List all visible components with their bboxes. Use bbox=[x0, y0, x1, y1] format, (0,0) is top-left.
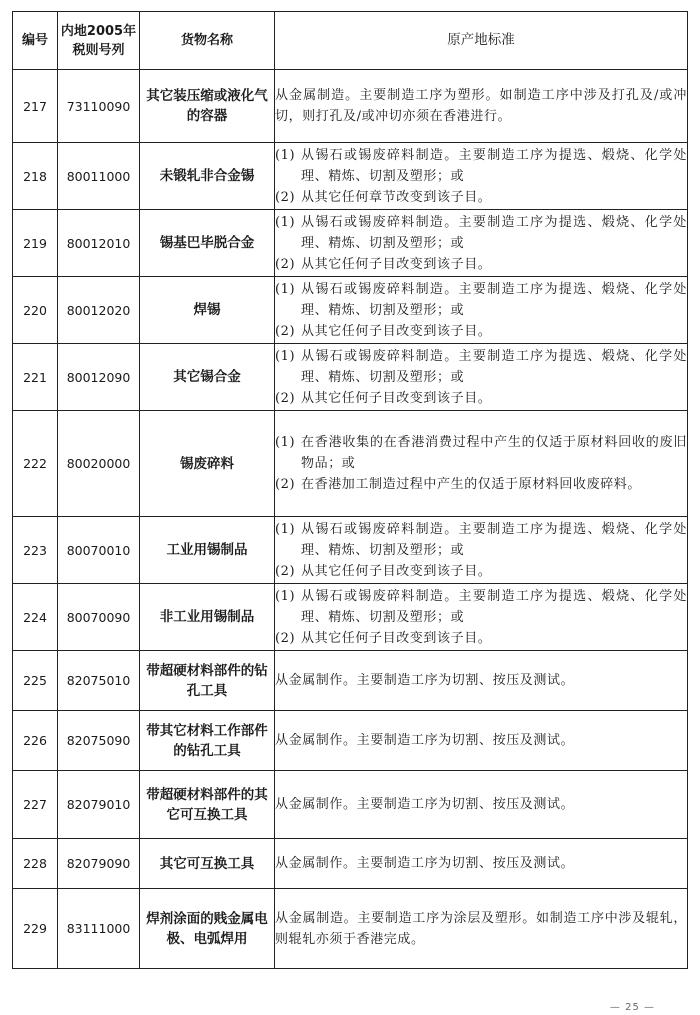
clause-marker: (2) bbox=[275, 189, 296, 205]
table-row bbox=[13, 411, 688, 517]
row-number: 221 bbox=[13, 344, 58, 411]
table-row bbox=[13, 651, 688, 711]
standard-clause bbox=[275, 187, 687, 208]
table-row bbox=[13, 143, 688, 210]
header-tariff-code bbox=[58, 12, 140, 70]
clause-text: 从锡石或锡废碎料制造。主要制造工序为提选、煅烧、化学处理、精炼、切割及塑形；或 bbox=[301, 521, 687, 558]
page-number: — 25 — bbox=[609, 1002, 655, 1013]
row-goods-name: 锡废碎料 bbox=[140, 411, 275, 517]
standard-clause bbox=[275, 561, 687, 582]
row-tariff-code: 82075010 bbox=[58, 651, 140, 711]
row-number: 219 bbox=[13, 210, 58, 277]
row-origin-standard bbox=[275, 771, 688, 839]
clause-text: 从锡石或锡废碎料制造。主要制造工序为提选、煅烧、化学处理、精炼、切割及塑形；或 bbox=[301, 348, 687, 385]
row-goods-name: 锡基巴毕脱合金 bbox=[140, 210, 275, 277]
clause-text: 从其它任何章节改变到该子目。 bbox=[301, 189, 492, 205]
header-origin-standard: 原产地标准 bbox=[275, 12, 688, 70]
row-goods-name: 其它锡合金 bbox=[140, 344, 275, 411]
table-row bbox=[13, 771, 688, 839]
header-number: 编号 bbox=[13, 12, 58, 70]
clause-text: 从其它任何子目改变到该子目。 bbox=[301, 630, 492, 646]
row-number: 224 bbox=[13, 584, 58, 651]
row-number: 226 bbox=[13, 711, 58, 771]
clause-text: 从锡石或锡废碎料制造。主要制造工序为提选、煅烧、化学处理、精炼、切割及塑形；或 bbox=[301, 214, 687, 251]
row-tariff-code: 83111000 bbox=[58, 889, 140, 969]
clause-marker: (1) bbox=[275, 147, 296, 163]
row-origin-standard bbox=[275, 517, 688, 584]
origin-rules-table bbox=[12, 11, 688, 969]
header-goods-name: 货物名称 bbox=[140, 12, 275, 70]
clause-marker: (1) bbox=[275, 214, 296, 230]
standard-text: 从金属制作。主要制造工序为切割、按压及测试。 bbox=[275, 856, 575, 871]
standard-clause bbox=[275, 212, 687, 254]
row-goods-name: 未锻轧非合金锡 bbox=[140, 143, 275, 210]
clause-marker: (1) bbox=[275, 348, 296, 364]
row-origin-standard bbox=[275, 143, 688, 210]
standard-clause bbox=[275, 321, 687, 342]
row-goods-name: 非工业用锡制品 bbox=[140, 584, 275, 651]
row-number: 218 bbox=[13, 143, 58, 210]
table-row bbox=[13, 210, 688, 277]
row-origin-standard bbox=[275, 711, 688, 771]
row-origin-standard bbox=[275, 889, 688, 969]
row-goods-name: 带超硬材料部件的其它可互换工具 bbox=[140, 771, 275, 839]
table-row bbox=[13, 277, 688, 344]
clause-text: 在香港收集的在香港消费过程中产生的仅适于原材料回收的废旧物品；或 bbox=[301, 435, 687, 471]
row-tariff-code: 80020000 bbox=[58, 411, 140, 517]
table-row bbox=[13, 889, 688, 969]
row-goods-name: 工业用锡制品 bbox=[140, 517, 275, 584]
table-row bbox=[13, 584, 688, 651]
row-number: 228 bbox=[13, 839, 58, 889]
clause-marker: (2) bbox=[275, 477, 296, 492]
table-row bbox=[13, 711, 688, 771]
row-origin-standard bbox=[275, 584, 688, 651]
row-tariff-code: 73110090 bbox=[58, 70, 140, 143]
row-goods-name: 焊锡 bbox=[140, 277, 275, 344]
row-tariff-code: 80070090 bbox=[58, 584, 140, 651]
row-goods-name: 其它可互换工具 bbox=[140, 839, 275, 889]
row-tariff-code: 80012010 bbox=[58, 210, 140, 277]
header-code-line2: 税则号列 bbox=[72, 42, 125, 58]
standard-clause bbox=[275, 432, 687, 474]
standard-text: 从金属制造。主要制造工序为涂层及塑形。如制造工序中涉及辊轧，则辊轧亦须于香港完成。 bbox=[275, 910, 687, 947]
table-row bbox=[13, 839, 688, 889]
standard-clause bbox=[275, 145, 687, 187]
standard-text: 从金属制作。主要制造工序为切割、按压及测试。 bbox=[275, 733, 575, 748]
row-tariff-code: 80012020 bbox=[58, 277, 140, 344]
clause-marker: (1) bbox=[275, 588, 296, 604]
row-number: 223 bbox=[13, 517, 58, 584]
standard-clause bbox=[275, 474, 687, 495]
clause-marker: (2) bbox=[275, 390, 296, 406]
row-tariff-code: 80012090 bbox=[58, 344, 140, 411]
row-number: 222 bbox=[13, 411, 58, 517]
row-goods-name: 带超硬材料部件的钻孔工具 bbox=[140, 651, 275, 711]
standard-clause bbox=[275, 586, 687, 628]
standard-clause bbox=[275, 254, 687, 275]
row-origin-standard bbox=[275, 344, 688, 411]
row-tariff-code: 80011000 bbox=[58, 143, 140, 210]
standard-clause bbox=[275, 279, 687, 321]
clause-text: 从其它任何子目改变到该子目。 bbox=[301, 323, 492, 339]
standard-text: 从金属制造。主要制造工序为塑形。如制造工序中涉及打孔及/或冲切，则打孔及/或冲切亦须在香港进行。 bbox=[275, 88, 687, 124]
table-header-row bbox=[13, 12, 688, 70]
row-origin-standard bbox=[275, 70, 688, 143]
standard-text: 从金属制作。主要制造工序为切割、按压及测试。 bbox=[275, 797, 575, 812]
row-goods-name: 其它装压缩或液化气的容器 bbox=[140, 70, 275, 143]
row-tariff-code: 80070010 bbox=[58, 517, 140, 584]
standard-clause bbox=[275, 388, 687, 409]
standard-clause bbox=[275, 628, 687, 649]
row-goods-name: 带其它材料工作部件的钻孔工具 bbox=[140, 711, 275, 771]
clause-marker: (2) bbox=[275, 563, 296, 579]
standard-clause bbox=[275, 519, 687, 561]
clause-text: 从锡石或锡废碎料制造。主要制造工序为提选、煅烧、化学处理、精炼、切割及塑形；或 bbox=[301, 281, 687, 318]
clause-text: 从其它任何子目改变到该子目。 bbox=[301, 563, 492, 579]
table-row bbox=[13, 70, 688, 143]
header-code-line1: 内地2005年 bbox=[60, 23, 137, 39]
table-row bbox=[13, 517, 688, 584]
clause-text: 从锡石或锡废碎料制造。主要制造工序为提选、煅烧、化学处理、精炼、切割及塑形；或 bbox=[301, 147, 687, 184]
clause-text: 在香港加工制造过程中产生的仅适于原材料回收废碎料。 bbox=[301, 477, 642, 492]
clause-marker: (1) bbox=[275, 521, 296, 537]
row-number: 229 bbox=[13, 889, 58, 969]
clause-marker: (2) bbox=[275, 323, 296, 339]
row-origin-standard bbox=[275, 839, 688, 889]
row-origin-standard bbox=[275, 277, 688, 344]
standard-clause bbox=[275, 346, 687, 388]
clause-marker: (1) bbox=[275, 435, 296, 450]
row-origin-standard bbox=[275, 651, 688, 711]
row-number: 220 bbox=[13, 277, 58, 344]
row-tariff-code: 82079090 bbox=[58, 839, 140, 889]
row-origin-standard bbox=[275, 411, 688, 517]
table-row bbox=[13, 344, 688, 411]
row-number: 227 bbox=[13, 771, 58, 839]
clause-marker: (2) bbox=[275, 630, 296, 646]
row-tariff-code: 82079010 bbox=[58, 771, 140, 839]
row-number: 217 bbox=[13, 70, 58, 143]
row-number: 225 bbox=[13, 651, 58, 711]
clause-marker: (2) bbox=[275, 256, 296, 272]
clause-text: 从其它任何子目改变到该子目。 bbox=[301, 390, 492, 406]
clause-marker: (1) bbox=[275, 281, 296, 297]
standard-text: 从金属制作。主要制造工序为切割、按压及测试。 bbox=[275, 673, 575, 688]
clause-text: 从锡石或锡废碎料制造。主要制造工序为提选、煅烧、化学处理、精炼、切割及塑形；或 bbox=[301, 588, 687, 625]
row-tariff-code: 82075090 bbox=[58, 711, 140, 771]
row-origin-standard bbox=[275, 210, 688, 277]
clause-text: 从其它任何子目改变到该子目。 bbox=[301, 256, 492, 272]
row-goods-name: 焊剂涂面的贱金属电极、电弧焊用 bbox=[140, 889, 275, 969]
